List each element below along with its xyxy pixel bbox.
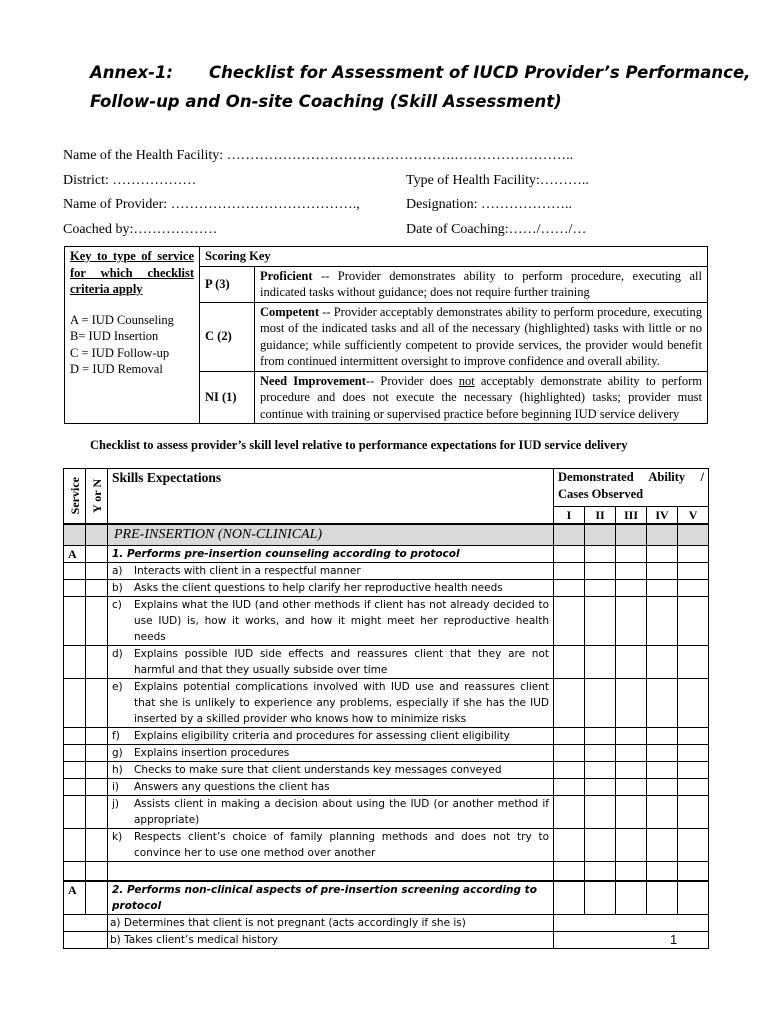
skill-item: a) Determines that client is not pregnant (acts accordingly if she is): [108, 915, 554, 932]
score-cell[interactable]: [585, 563, 616, 580]
score-cell[interactable]: [647, 829, 678, 862]
group1-service: A: [64, 546, 86, 563]
yn-cell[interactable]: [86, 745, 108, 762]
service-cell: [64, 762, 86, 779]
score-cell[interactable]: [616, 762, 647, 779]
score-cell[interactable]: [616, 728, 647, 745]
score-cell[interactable]: [585, 646, 616, 679]
service-cell: [64, 915, 108, 932]
score-desc-competent: Competent -- Provider acceptably demonstrates ability to perform procedure, executing most of the indicated tasks and all of the necessary (highlighted) tasks with little or no guidance; while sufficiently competent to provide services, the provider would benefit from continued intermittent oversight to improve confidence and overall ability.: [255, 302, 708, 371]
yn-cell[interactable]: [86, 796, 108, 829]
item-text: Explains possible IUD side effects and reassures client that they are not harmful and that they usually subside over time: [134, 648, 549, 676]
score-cell[interactable]: [585, 745, 616, 762]
skill-item: [108, 762, 554, 779]
score-cell[interactable]: [616, 563, 647, 580]
score-cell[interactable]: [554, 728, 585, 745]
score-cell[interactable]: [585, 679, 616, 728]
score-cell[interactable]: [647, 563, 678, 580]
score-cell[interactable]: [647, 728, 678, 745]
yn-cell[interactable]: [86, 679, 108, 728]
score-cell[interactable]: [616, 546, 647, 563]
score-cell[interactable]: [647, 745, 678, 762]
checklist-item-row: [64, 580, 709, 597]
item-text: Interacts with client in a respectful manner: [134, 565, 361, 577]
yn-cell[interactable]: [86, 728, 108, 745]
item-text: Checks to make sure that client understands key messages conveyed: [134, 764, 502, 776]
checklist-item-row: [64, 728, 709, 745]
score-cell[interactable]: [616, 745, 647, 762]
case-i-header: I: [554, 507, 585, 525]
group1-items: [64, 563, 709, 862]
service-cell: [64, 779, 86, 796]
score-code-c: C (2): [200, 302, 255, 371]
group2-title: 2. Performs non-clinical aspects of pre-insertion screening according to protocol: [108, 881, 554, 915]
checklist-item-row: [64, 679, 709, 728]
score-cell[interactable]: [616, 796, 647, 829]
score-cell[interactable]: [616, 829, 647, 862]
score-cell[interactable]: [585, 597, 616, 646]
score-cell[interactable]: [647, 597, 678, 646]
demonstrated-ability-header: Demonstrated Ability / Cases Observed: [554, 469, 709, 507]
score-cell[interactable]: [616, 881, 647, 915]
score-cell[interactable]: [585, 580, 616, 597]
score-cell[interactable]: [678, 679, 709, 728]
score-cell[interactable]: [554, 932, 709, 949]
skills-checklist-table: [63, 468, 709, 949]
score-cell[interactable]: [678, 829, 709, 862]
score-cell[interactable]: [678, 580, 709, 597]
item-letter: c): [112, 599, 122, 611]
group2-service: A: [64, 881, 86, 915]
checklist-item-row: [64, 762, 709, 779]
checklist-item-row: [64, 779, 709, 796]
score-cell[interactable]: [585, 728, 616, 745]
score-cell[interactable]: [678, 881, 709, 915]
score-cell[interactable]: [647, 646, 678, 679]
section-pre-insertion: PRE-INSERTION (NON-CLINICAL): [108, 524, 554, 546]
service-key-cell: [65, 247, 200, 424]
score-cell[interactable]: [554, 546, 585, 563]
service-cell: [64, 829, 86, 862]
item-text: Assists client in making a decision about using the IUD (or another method if appropriate): [134, 798, 549, 826]
service-d: D = IUD Removal: [70, 362, 163, 376]
case-v-header: V: [678, 507, 709, 525]
service-cell: [64, 796, 86, 829]
skill-item: [108, 563, 554, 580]
score-cell[interactable]: [647, 881, 678, 915]
skill-item: [108, 597, 554, 646]
item-letter: g): [112, 747, 123, 759]
yn-cell[interactable]: [86, 646, 108, 679]
yn-cell[interactable]: [86, 580, 108, 597]
checklist-item-row: [64, 563, 709, 580]
service-b: B= IUD Insertion: [70, 329, 159, 343]
scoring-key-header: Scoring Key: [200, 247, 708, 267]
checklist-subtitle: Checklist to assess provider’s skill level relative to performance expectations for IUD service delivery: [90, 438, 628, 452]
score-cell[interactable]: [678, 728, 709, 745]
yn-cell[interactable]: [86, 597, 108, 646]
health-facility-field: Name of the Health Facility: ………………………………………….……………………..: [63, 148, 574, 163]
item-text: Explains potential complications involved with IUD use and reassures client that she is unlikely to experience any problems, especially if she has the IUD inserted by a skilled provider who knows how to minimize risks: [134, 681, 549, 725]
score-cell[interactable]: [647, 546, 678, 563]
score-cell[interactable]: [554, 745, 585, 762]
score-desc-proficient: Proficient -- Provider demonstrates ability to perform procedure, executing all indicated tasks without guidance; does not require further training: [255, 266, 708, 302]
service-cell: [64, 597, 86, 646]
score-cell[interactable]: [585, 779, 616, 796]
score-cell[interactable]: [554, 881, 585, 915]
score-cell[interactable]: [554, 796, 585, 829]
score-cell[interactable]: [616, 580, 647, 597]
service-cell: [64, 932, 108, 949]
item-letter: b): [112, 582, 123, 594]
service-c: C = IUD Follow-up: [70, 345, 170, 360]
score-cell[interactable]: [585, 546, 616, 563]
score-cell[interactable]: [554, 646, 585, 679]
score-code-p: P (3): [200, 266, 255, 302]
service-a: A = IUD Counseling: [70, 312, 174, 327]
score-cell[interactable]: [554, 779, 585, 796]
checklist-item-row: [64, 597, 709, 646]
service-cell: [64, 646, 86, 679]
item-text: Answers any questions the client has: [134, 781, 330, 793]
service-column-header: Service: [64, 469, 86, 525]
item-text: Explains eligibility criteria and procedures for assessing client eligibility: [134, 730, 510, 742]
page-number: 1: [670, 932, 678, 947]
score-cell[interactable]: [678, 779, 709, 796]
score-cell[interactable]: [585, 762, 616, 779]
item-letter: f): [112, 730, 120, 742]
skill-item: b) Takes client’s medical history: [108, 932, 554, 949]
score-cell[interactable]: [616, 679, 647, 728]
score-cell[interactable]: [678, 546, 709, 563]
service-key-title: Key to type of service for which checklist criteria apply: [70, 249, 194, 296]
case-iv-header: IV: [647, 507, 678, 525]
score-cell[interactable]: [585, 796, 616, 829]
score-cell[interactable]: [616, 646, 647, 679]
score-cell[interactable]: [678, 745, 709, 762]
checklist-item-row: [64, 796, 709, 829]
coached-by-field: Coached by:………………: [63, 222, 218, 237]
score-cell[interactable]: [585, 881, 616, 915]
score-desc-need-improvement: Need Improvement-- Provider does not acceptably demonstrate ability to perform procedure and does not execute the necessary (highlighted) tasks; provider must continue with training or supervised practice before beginning IUD service delivery: [255, 371, 708, 424]
skill-item: [108, 580, 554, 597]
group2-items: [64, 915, 709, 949]
checklist-item-row: [64, 829, 709, 862]
score-cell[interactable]: [554, 563, 585, 580]
service-cell: [64, 580, 86, 597]
score-cell[interactable]: [647, 779, 678, 796]
item-text: Asks the client questions to help clarify her reproductive health needs: [134, 582, 503, 594]
score-cell[interactable]: [647, 762, 678, 779]
score-cell[interactable]: [554, 829, 585, 862]
designation-field: Designation: ………………..: [406, 197, 573, 212]
score-cell[interactable]: [678, 646, 709, 679]
score-cell[interactable]: [647, 580, 678, 597]
service-cell: [64, 563, 86, 580]
skill-item: [108, 728, 554, 745]
skills-expectations-header: Skills Expectations: [108, 469, 554, 525]
yn-column-header: Y or N: [86, 469, 108, 525]
case-iii-header: III: [616, 507, 647, 525]
provider-field: Name of Provider: ………………………………….,: [63, 197, 360, 212]
score-cell[interactable]: [678, 597, 709, 646]
service-cell: [64, 745, 86, 762]
yn-cell[interactable]: [86, 563, 108, 580]
service-cell: [64, 728, 86, 745]
facility-type-field: Type of Health Facility:………..: [406, 173, 589, 188]
item-text: Explains insertion procedures: [134, 747, 290, 759]
service-cell: [64, 679, 86, 728]
item-letter: a): [112, 565, 123, 577]
score-cell[interactable]: [616, 597, 647, 646]
item-letter: e): [112, 681, 123, 693]
yn-cell[interactable]: [86, 779, 108, 796]
score-cell[interactable]: [585, 829, 616, 862]
item-letter: d): [112, 648, 123, 660]
case-ii-header: II: [585, 507, 616, 525]
item-letter: i): [112, 781, 120, 793]
checklist-item-row: [64, 745, 709, 762]
skill-item: [108, 679, 554, 728]
date-field: Date of Coaching:……/……/…: [406, 222, 587, 237]
score-cell[interactable]: [616, 779, 647, 796]
annex-label: Annex-1:: [90, 63, 174, 82]
skill-item: [108, 745, 554, 762]
score-code-ni: NI (1): [200, 371, 255, 424]
score-cell[interactable]: [647, 796, 678, 829]
skill-item: [108, 646, 554, 679]
group1-title: 1. Performs pre-insertion counseling according to protocol: [108, 546, 554, 563]
checklist-item-row: [64, 915, 709, 932]
checklist-item-row: [64, 932, 709, 949]
score-cell[interactable]: [554, 580, 585, 597]
item-letter: h): [112, 764, 123, 776]
score-cell[interactable]: [678, 796, 709, 829]
scoring-key-table: [64, 246, 708, 424]
item-text: Respects client’s choice of family planning methods and does not try to convince her to use one method over another: [134, 831, 549, 859]
item-letter: k): [112, 831, 123, 843]
score-cell[interactable]: [554, 915, 709, 932]
score-cell[interactable]: [554, 597, 585, 646]
district-field: District: ………………: [63, 173, 197, 188]
title-line-2: Follow-up and On-site Coaching (Skill Assessment): [90, 92, 562, 111]
skill-item: [108, 829, 554, 862]
yn-cell[interactable]: [86, 762, 108, 779]
yn-cell[interactable]: [86, 829, 108, 862]
score-cell[interactable]: [554, 762, 585, 779]
item-letter: j): [112, 798, 120, 810]
score-cell[interactable]: [678, 762, 709, 779]
document-title: [90, 58, 751, 116]
skill-item: [108, 779, 554, 796]
score-cell[interactable]: [678, 563, 709, 580]
skill-item: [108, 796, 554, 829]
score-cell[interactable]: [554, 679, 585, 728]
checklist-item-row: [64, 646, 709, 679]
item-text: Explains what the IUD (and other methods if client has not already decided to use IUD) is, how it works, and how it might meet her reproductive health needs: [134, 599, 549, 643]
score-cell[interactable]: [647, 679, 678, 728]
title-line-1: Checklist for Assessment of IUCD Provider’s Performance,: [209, 63, 751, 82]
